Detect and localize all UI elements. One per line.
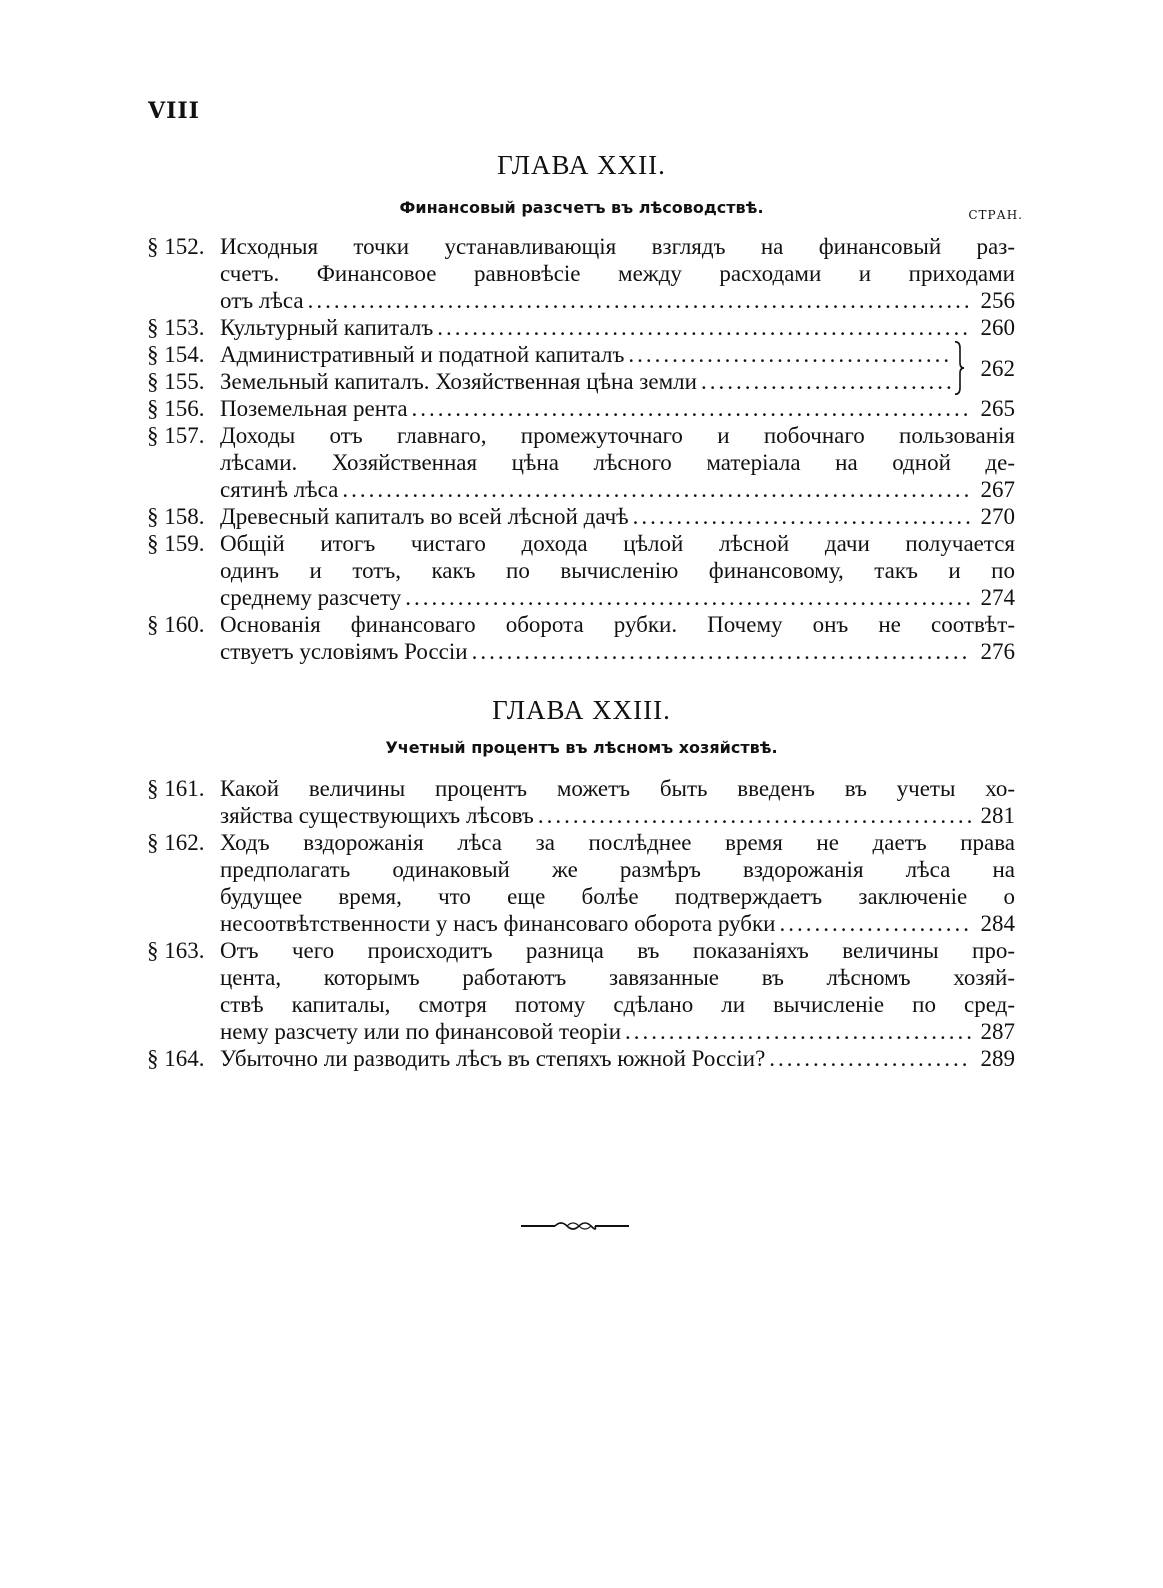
page-ref: 270: [980, 504, 1015, 529]
page-column-label: СТРАН.: [968, 208, 1023, 222]
entry-text: будущее время, что еще болѣе подтверждаетъ заключеніе о: [220, 884, 1015, 909]
toc-entry[interactable]: [147, 314, 1015, 341]
chapter-subtitle: Учетный процентъ въ лѣсномъ хозяйствѣ.: [385, 738, 778, 757]
toc-entry[interactable]: [147, 611, 1015, 665]
section-number: § 159.: [147, 531, 205, 556]
leader-dots: [308, 287, 971, 314]
leader-dots: [769, 1045, 971, 1072]
entry-text: Культурный капиталъ: [220, 315, 434, 340]
page-ref: 265: [980, 396, 1015, 421]
toc-chapter-22: [147, 233, 1015, 665]
entry-text: среднему разсчету: [220, 585, 402, 610]
section-number: § 155.: [147, 369, 205, 394]
ornament-divider-icon: [521, 1218, 629, 1234]
toc-entry[interactable]: [147, 829, 1015, 937]
leader-dots: [628, 341, 953, 368]
leader-dots: [779, 910, 971, 937]
section-number: § 158.: [147, 504, 205, 529]
entry-text: цента, которымъ работаютъ завязанные въ лѣсномъ хозяй-: [220, 965, 1015, 990]
leader-dots: [342, 476, 971, 503]
toc-entry[interactable]: [147, 503, 1015, 530]
section-number: § 163.: [147, 938, 205, 963]
chapter-subtitle: Финансовый разсчетъ въ лѣсоводствѣ.: [399, 198, 764, 217]
page-ref: 289: [980, 1046, 1015, 1071]
entry-text: Доходы отъ главнаго, промежуточнаго и побочнаго пользованія: [220, 423, 1015, 448]
entry-text: Убыточно ли разводить лѣсъ въ степяхъ южной Россіи?: [220, 1046, 766, 1071]
entry-text: отъ лѣса: [220, 288, 304, 313]
leader-dots: [633, 503, 971, 530]
curly-brace-icon: [953, 340, 965, 397]
section-number: § 152.: [147, 234, 205, 259]
section-number: § 153.: [147, 315, 205, 340]
section-number: § 164.: [147, 1046, 205, 1071]
entry-text: Поземельная рента: [220, 396, 408, 421]
page-ref: 287: [980, 1019, 1015, 1044]
entry-text: Основанія финансоваго оборота рубки. Почему онъ не соотвѣт-: [220, 612, 1015, 637]
section-number: § 157.: [147, 423, 205, 448]
entry-text: ствуетъ условіямъ Россіи: [220, 639, 468, 664]
page-ref: 281: [980, 803, 1015, 828]
entry-text: нему разсчету или по финансовой теоріи: [220, 1019, 622, 1044]
chapter-title: ГЛАВА XXIII.: [492, 695, 671, 725]
section-number: § 162.: [147, 830, 205, 855]
entry-text: Административный и податной капиталъ: [220, 342, 625, 367]
entry-text: несоотвѣтственности у насъ финансоваго оборота рубки: [220, 911, 776, 936]
entry-text: Отъ чего происходитъ разница въ показаніяхъ величины про-: [220, 938, 1015, 963]
entry-text: предполагать одинаковый же размѣръ вздорожанія лѣса на: [220, 857, 1015, 882]
toc-entry[interactable]: [147, 395, 1015, 422]
entry-text: сятинѣ лѣса: [220, 477, 339, 502]
toc-entry[interactable]: [147, 530, 1015, 611]
leader-dots: [412, 395, 971, 422]
leader-dots: [625, 1018, 971, 1045]
leader-dots: [538, 802, 971, 829]
entry-text: Какой величины процентъ можетъ быть введенъ въ учеты хо-: [220, 776, 1015, 801]
entry-text: Земельный капиталъ. Хозяйственная цѣна земли: [220, 369, 697, 394]
section-number: § 154.: [147, 342, 205, 367]
section-number: § 156.: [147, 396, 205, 421]
entry-text: одинъ и тотъ, какъ по вычисленію финансовому, такъ и по: [220, 558, 1015, 583]
page-number: VIII: [148, 98, 200, 124]
toc-entry[interactable]: [147, 775, 1015, 829]
page-ref: 262: [980, 356, 1015, 381]
page-ref: 276: [980, 639, 1015, 664]
entry-text: ствѣ капиталы, смотря потому сдѣлано ли вычисленіе по сред-: [220, 992, 1015, 1017]
page-ref: 260: [980, 315, 1015, 340]
entry-text: счетъ. Финансовое равновѣсіе между расходами и приходами: [220, 261, 1015, 286]
toc-entry[interactable]: [147, 1045, 1015, 1072]
page-ref: 256: [980, 288, 1015, 313]
entry-text: Исходныя точки устанавливающія взглядъ на финансовый раз-: [220, 234, 1015, 259]
page-ref: 284: [980, 911, 1015, 936]
section-number: § 160.: [147, 612, 205, 637]
page-ref: 274: [980, 585, 1015, 610]
leader-dots: [437, 314, 971, 341]
section-number: § 161.: [147, 776, 205, 801]
chapter-title: ГЛАВА XXII.: [497, 150, 666, 180]
entry-text: Ходъ вздорожанія лѣса за послѣднее время не даетъ права: [220, 830, 1015, 855]
entry-text: Древесный капиталъ во всей лѣсной дачѣ: [220, 504, 629, 529]
toc-chapter-23: [147, 775, 1015, 1072]
toc-entry[interactable]: [147, 937, 1015, 1045]
toc-entry[interactable]: [147, 233, 1015, 314]
entry-text: лѣсами. Хозяйственная цѣна лѣсного матеріала на одной де-: [220, 450, 1015, 475]
entry-text: зяйства существующихъ лѣсовъ: [220, 803, 534, 828]
leader-dots: [701, 368, 953, 395]
toc-entry-group[interactable]: [147, 341, 1015, 395]
leader-dots: [472, 638, 971, 665]
page-ref: 267: [980, 477, 1015, 502]
toc-entry[interactable]: [147, 422, 1015, 503]
entry-text: Общій итогъ чистаго дохода цѣлой лѣсной дачи получается: [220, 531, 1015, 556]
leader-dots: [405, 584, 971, 611]
